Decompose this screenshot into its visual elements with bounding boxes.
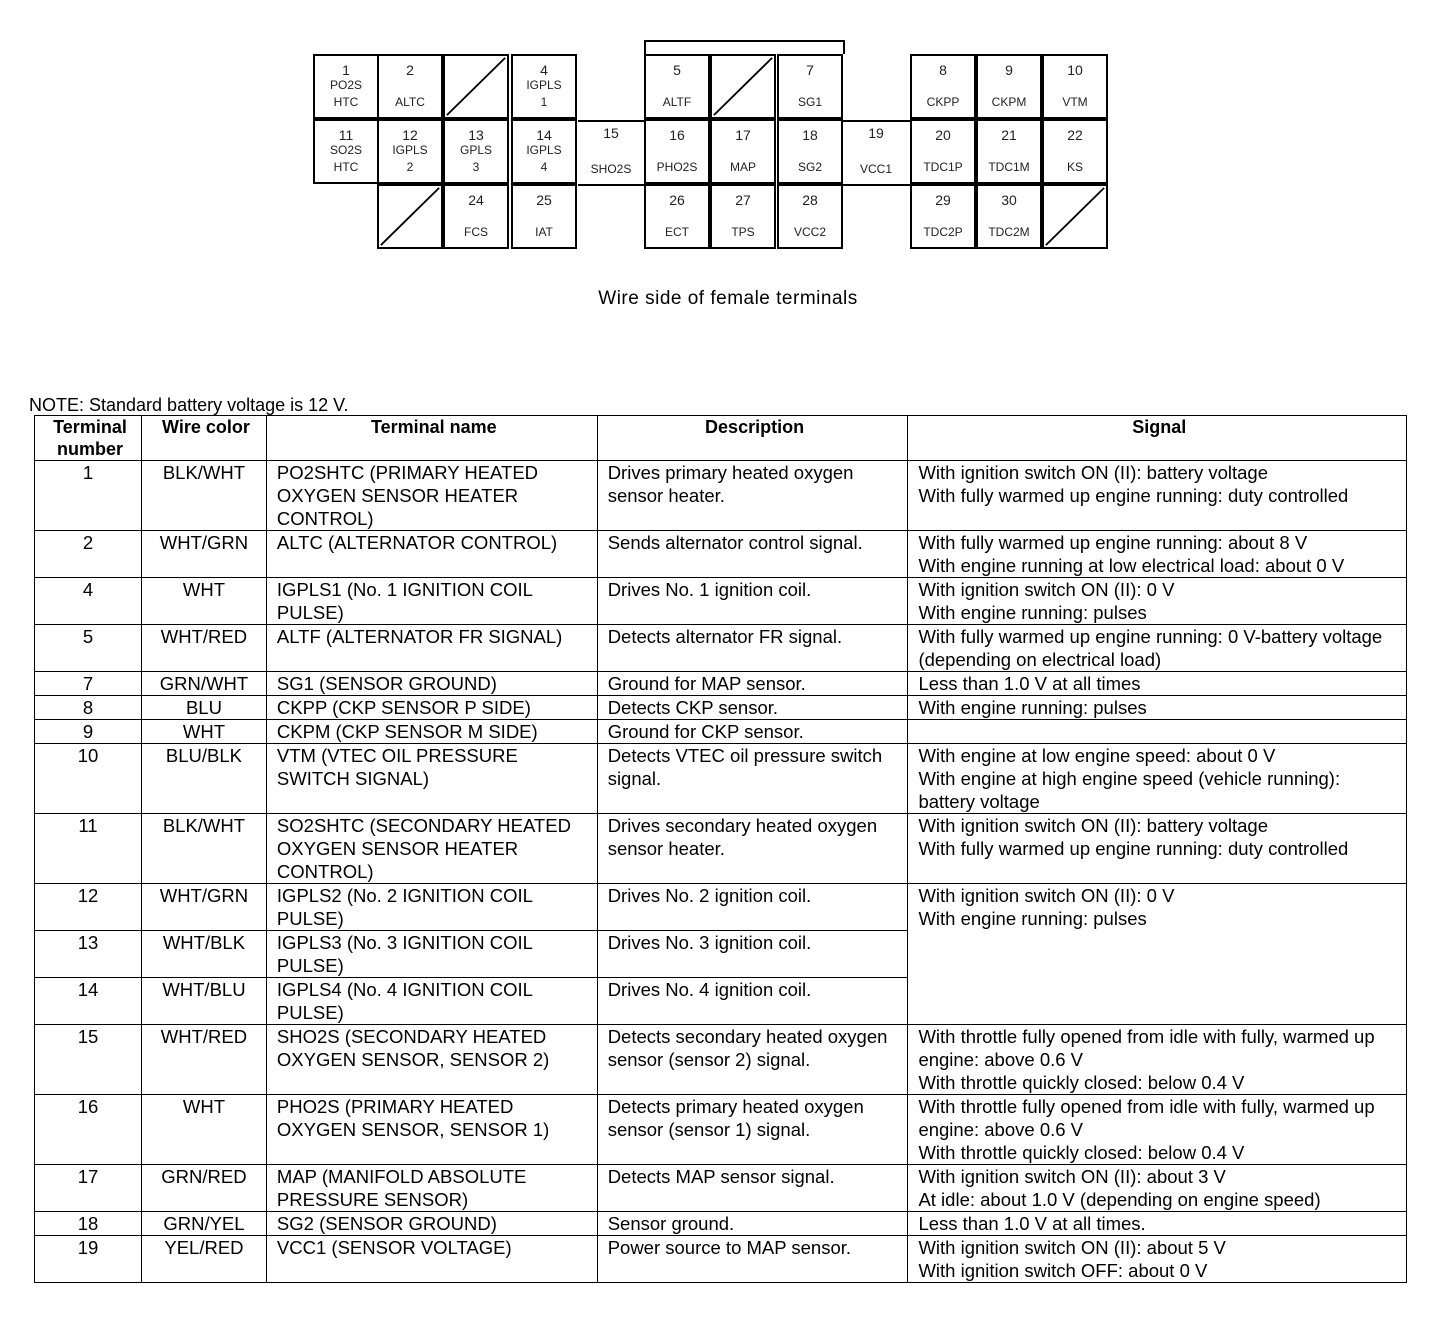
- terminal-cell-label: IGPLS 4: [526, 143, 562, 174]
- cell-terminal-name: ALTC (ALTERNATOR CONTROL): [266, 531, 597, 578]
- terminal-cell-number: 12: [402, 127, 418, 143]
- terminal-cell-number: 17: [735, 127, 751, 143]
- cell-signal: With engine at low engine speed: about 0 V With engine at high engine speed (vehicle running): battery voltage: [908, 744, 1407, 814]
- terminal-cell: [644, 184, 710, 249]
- connector-caption: Wire side of female terminals: [598, 288, 858, 309]
- cell-description: Detects secondary heated oxygen sensor (sensor 2) signal.: [597, 1025, 908, 1095]
- cell-terminal-name: SHO2S (SECONDARY HEATED OXYGEN SENSOR, SENSOR 2): [266, 1025, 597, 1095]
- cell-description: Power source to MAP sensor.: [597, 1236, 908, 1283]
- terminal-cell-number: 27: [735, 192, 751, 208]
- table-row: [35, 461, 1407, 531]
- table-row: [35, 1212, 1407, 1236]
- cell-description: Drives No. 2 ignition coil.: [597, 884, 908, 931]
- cell-wire-color: WHT/RED: [141, 625, 266, 672]
- cell-wire-color: WHT: [141, 578, 266, 625]
- terminal-cell-number: 2: [406, 62, 414, 78]
- cell-description: Drives No. 1 ignition coil.: [597, 578, 908, 625]
- cell-terminal-name: CKPM (CKP SENSOR M SIDE): [266, 720, 597, 744]
- terminal-cell-label: ECT: [665, 225, 689, 239]
- cell-wire-color: WHT/RED: [141, 1025, 266, 1095]
- cell-wire-color: WHT: [141, 720, 266, 744]
- cell-wire-color: WHT/GRN: [141, 531, 266, 578]
- cell-terminal-number: 19: [35, 1236, 142, 1283]
- terminal-cell-label: IGPLS 2: [392, 143, 428, 174]
- terminal-cell-number: 14: [536, 127, 552, 143]
- cell-description: Detects primary heated oxygen sensor (sensor 1) signal.: [597, 1095, 908, 1165]
- terminal-cell: [976, 119, 1042, 184]
- terminal-cell: [511, 184, 577, 249]
- cell-terminal-name: MAP (MANIFOLD ABSOLUTE PRESSURE SENSOR): [266, 1165, 597, 1212]
- cell-signal: Less than 1.0 V at all times: [908, 672, 1407, 696]
- terminal-cell-number: 1: [342, 62, 350, 78]
- terminal-cell-label: ALTF: [662, 95, 692, 109]
- cell-wire-color: WHT/BLU: [141, 978, 266, 1025]
- cell-signal: With ignition switch ON (II): 0 V With engine running: pulses: [908, 578, 1407, 625]
- cell-terminal-number: 9: [35, 720, 142, 744]
- cell-terminal-number: 17: [35, 1165, 142, 1212]
- terminal-cell: [710, 119, 776, 184]
- cell-terminal-name: SG1 (SENSOR GROUND): [266, 672, 597, 696]
- cell-description: Ground for MAP sensor.: [597, 672, 908, 696]
- terminal-cell-label: ALTC: [395, 95, 425, 109]
- terminal-cell-label: SO2S HTC: [329, 143, 362, 174]
- terminal-cell-label: KS: [1066, 160, 1083, 174]
- terminal-cell-number: 20: [935, 127, 951, 143]
- terminal-cell-blank: [443, 54, 509, 119]
- cell-wire-color: WHT/GRN: [141, 884, 266, 931]
- cell-signal: With fully warmed up engine running: 0 V-battery voltage (depending on electrical load): [908, 625, 1407, 672]
- terminal-cell-number: 9: [1005, 62, 1013, 78]
- cell-terminal-name: IGPLS4 (No. 4 IGNITION COIL PULSE): [266, 978, 597, 1025]
- terminal-cell-number: 8: [939, 62, 947, 78]
- terminal-cell: [377, 119, 443, 184]
- cell-signal: [908, 720, 1407, 744]
- table-header-row: [35, 416, 1407, 461]
- terminal-cell-label: TDC1M: [988, 160, 1030, 174]
- cell-terminal-number: 12: [35, 884, 142, 931]
- cell-signal: Less than 1.0 V at all times.: [908, 1212, 1407, 1236]
- cell-signal: With ignition switch ON (II): 0 V With engine running: pulses: [908, 884, 1407, 1025]
- terminal-cell-label: IGPLS 1: [526, 78, 562, 109]
- terminal-cell-number: 10: [1067, 62, 1083, 78]
- cell-terminal-number: 16: [35, 1095, 142, 1165]
- terminal-cell: [644, 119, 710, 184]
- terminal-cell-number: 28: [802, 192, 818, 208]
- cell-terminal-number: 11: [35, 814, 142, 884]
- cell-wire-color: BLU: [141, 696, 266, 720]
- cell-terminal-number: 1: [35, 461, 142, 531]
- connector-key-tab: [644, 40, 845, 54]
- terminal-cell: [377, 54, 443, 119]
- terminal-cell-number: 11: [338, 127, 354, 143]
- cell-description: Sends alternator control signal.: [597, 531, 908, 578]
- terminal-cell-label: SHO2S: [590, 162, 632, 176]
- table-row: [35, 884, 1407, 931]
- cell-terminal-name: IGPLS3 (No. 3 IGNITION COIL PULSE): [266, 931, 597, 978]
- terminal-cell-label: VCC1: [859, 162, 892, 176]
- cell-terminal-name: IGPLS1 (No. 1 IGNITION COIL PULSE): [266, 578, 597, 625]
- cell-signal: With engine running: pulses: [908, 696, 1407, 720]
- cell-signal: With throttle fully opened from idle with fully, warmed up engine: above 0.6 V With throttle quickly closed: below 0.4 V: [908, 1025, 1407, 1095]
- table-row: [35, 744, 1407, 814]
- terminal-cell-number: 21: [1001, 127, 1017, 143]
- cell-description: Drives No. 4 ignition coil.: [597, 978, 908, 1025]
- terminal-cell-label: CKPP: [926, 95, 960, 109]
- cell-terminal-name: PHO2S (PRIMARY HEATED OXYGEN SENSOR, SENSOR 1): [266, 1095, 597, 1165]
- cell-terminal-number: 5: [35, 625, 142, 672]
- table-row: [35, 531, 1407, 578]
- terminal-cell-number: 18: [802, 127, 818, 143]
- terminal-cell: [777, 184, 843, 249]
- cell-signal: With ignition switch ON (II): about 3 V At idle: about 1.0 V (depending on engine speed): [908, 1165, 1407, 1212]
- terminal-cell: [710, 184, 776, 249]
- terminal-cell-label: VTM: [1062, 95, 1088, 109]
- cell-wire-color: GRN/YEL: [141, 1212, 266, 1236]
- terminal-cell-number: 4: [540, 62, 548, 78]
- terminal-cell-label: MAP: [729, 160, 756, 174]
- terminal-cell-label: FCS: [464, 225, 488, 239]
- terminal-cell-label: TDC2P: [923, 225, 963, 239]
- cell-signal: With fully warmed up engine running: about 8 V With engine running at low electrical load: about 0 V: [908, 531, 1407, 578]
- terminal-cell-label: SG2: [797, 160, 822, 174]
- terminal-cell: [1042, 54, 1108, 119]
- cell-terminal-name: ALTF (ALTERNATOR FR SIGNAL): [266, 625, 597, 672]
- cell-wire-color: WHT: [141, 1095, 266, 1165]
- terminal-cell-number: 25: [536, 192, 552, 208]
- cell-signal: With ignition switch ON (II): battery voltage With fully warmed up engine running: duty controlled: [908, 461, 1407, 531]
- cell-terminal-number: 4: [35, 578, 142, 625]
- cell-description: Sensor ground.: [597, 1212, 908, 1236]
- header-signal: Signal: [908, 416, 1407, 461]
- cell-wire-color: GRN/RED: [141, 1165, 266, 1212]
- terminal-cell: [976, 54, 1042, 119]
- table-row: [35, 814, 1407, 884]
- terminal-cell: [910, 184, 976, 249]
- terminal-cell-label: IAT: [535, 225, 553, 239]
- terminal-cell-blank: [1042, 184, 1108, 249]
- terminal-cell: [910, 119, 976, 184]
- cell-description: Drives No. 3 ignition coil.: [597, 931, 908, 978]
- cell-wire-color: YEL/RED: [141, 1236, 266, 1283]
- cell-wire-color: WHT/BLK: [141, 931, 266, 978]
- terminal-cell: [313, 119, 379, 184]
- terminal-cell-label: GPLS 3: [459, 143, 492, 174]
- terminal-cell-number: 5: [673, 62, 681, 78]
- cell-description: Detects CKP sensor.: [597, 696, 908, 720]
- terminal-cell-blank: [377, 184, 443, 249]
- cell-wire-color: GRN/WHT: [141, 672, 266, 696]
- terminal-cell: [843, 119, 909, 184]
- table-row: [35, 720, 1407, 744]
- header-terminal-name: Terminal name: [266, 416, 597, 461]
- terminal-cell: [777, 119, 843, 184]
- cell-description: Detects VTEC oil pressure switch signal.: [597, 744, 908, 814]
- cell-wire-color: BLU/BLK: [141, 744, 266, 814]
- terminal-cell-label: CKPM: [991, 95, 1027, 109]
- table-row: [35, 672, 1407, 696]
- terminal-cell-label: TDC2M: [988, 225, 1030, 239]
- cell-terminal-name: SO2SHTC (SECONDARY HEATED OXYGEN SENSOR HEATER CONTROL): [266, 814, 597, 884]
- cell-terminal-name: CKPP (CKP SENSOR P SIDE): [266, 696, 597, 720]
- connector-diagram: [0, 0, 1456, 309]
- terminal-cell: [511, 54, 577, 119]
- table-row: [35, 1165, 1407, 1212]
- cell-terminal-number: 8: [35, 696, 142, 720]
- table-row: [35, 578, 1407, 625]
- terminal-cell-number: 24: [468, 192, 484, 208]
- terminal-cell-label: PHO2S: [656, 160, 698, 174]
- terminal-spec-table: [34, 415, 1407, 1283]
- cell-terminal-name: VCC1 (SENSOR VOLTAGE): [266, 1236, 597, 1283]
- terminal-cell: [578, 119, 644, 184]
- cell-wire-color: BLK/WHT: [141, 814, 266, 884]
- cell-signal: With throttle fully opened from idle with fully, warmed up engine: above 0.6 V With throttle quickly closed: below 0.4 V: [908, 1095, 1407, 1165]
- terminal-cell: [1042, 119, 1108, 184]
- table-row: [35, 625, 1407, 672]
- table-row: [35, 696, 1407, 720]
- terminal-cell-blank: [710, 54, 776, 119]
- terminal-cell-number: 13: [468, 127, 484, 143]
- header-terminal-number: Terminal number: [35, 416, 142, 461]
- terminal-cell-number: 22: [1067, 127, 1083, 143]
- terminal-cell-label: [315, 77, 377, 111]
- cell-terminal-name: VTM (VTEC OIL PRESSURE SWITCH SIGNAL): [266, 744, 597, 814]
- table-row: [35, 1236, 1407, 1283]
- terminal-cell: [777, 54, 843, 119]
- cell-terminal-number: 18: [35, 1212, 142, 1236]
- cell-terminal-number: 13: [35, 931, 142, 978]
- terminal-cell-number: 26: [669, 192, 685, 208]
- cell-signal: With ignition switch ON (II): battery voltage With fully warmed up engine running: duty controlled: [908, 814, 1407, 884]
- terminal-cell-label: VCC2: [793, 225, 826, 239]
- cell-terminal-name: SG2 (SENSOR GROUND): [266, 1212, 597, 1236]
- table-row: [35, 1095, 1407, 1165]
- terminal-cell-number: 19: [868, 125, 884, 141]
- table-row: [35, 1025, 1407, 1095]
- cell-description: Detects alternator FR signal.: [597, 625, 908, 672]
- terminal-cell-number: 7: [806, 62, 814, 78]
- cell-terminal-number: 7: [35, 672, 142, 696]
- terminal-cell-number: 30: [1001, 192, 1017, 208]
- terminal-cell-label-line: PO2S HTC: [329, 78, 362, 109]
- terminal-cell-number: 16: [669, 127, 685, 143]
- terminal-cell-label: TDC1P: [923, 160, 963, 174]
- terminal-cell: [313, 54, 379, 119]
- terminal-cell-number: 29: [935, 192, 951, 208]
- battery-voltage-note: NOTE: Standard battery voltage is 12 V.: [29, 395, 349, 415]
- terminal-cell-label: SG1: [797, 95, 822, 109]
- cell-description: Detects MAP sensor signal.: [597, 1165, 908, 1212]
- cell-terminal-number: 10: [35, 744, 142, 814]
- cell-wire-color: BLK/WHT: [141, 461, 266, 531]
- cell-terminal-number: 15: [35, 1025, 142, 1095]
- terminal-cell-number: 15: [603, 125, 619, 141]
- cell-signal: With ignition switch ON (II): about 5 V With ignition switch OFF: about 0 V: [908, 1236, 1407, 1283]
- cell-terminal-number: 14: [35, 978, 142, 1025]
- cell-terminal-name: IGPLS2 (No. 2 IGNITION COIL PULSE): [266, 884, 597, 931]
- terminal-cell: [511, 119, 577, 184]
- cell-description: Drives secondary heated oxygen sensor heater.: [597, 814, 908, 884]
- cell-terminal-name: PO2SHTC (PRIMARY HEATED OXYGEN SENSOR HEATER CONTROL): [266, 461, 597, 531]
- terminal-cell: [443, 184, 509, 249]
- terminal-cell: [443, 119, 509, 184]
- terminal-cell: [976, 184, 1042, 249]
- header-description: Description: [597, 416, 908, 461]
- terminal-cell: [910, 54, 976, 119]
- terminal-cell-label: TPS: [731, 225, 755, 239]
- cell-terminal-number: 2: [35, 531, 142, 578]
- cell-description: Ground for CKP sensor.: [597, 720, 908, 744]
- cell-description: Drives primary heated oxygen sensor heater.: [597, 461, 908, 531]
- terminal-cell: [644, 54, 710, 119]
- header-wire-color: Wire color: [141, 416, 266, 461]
